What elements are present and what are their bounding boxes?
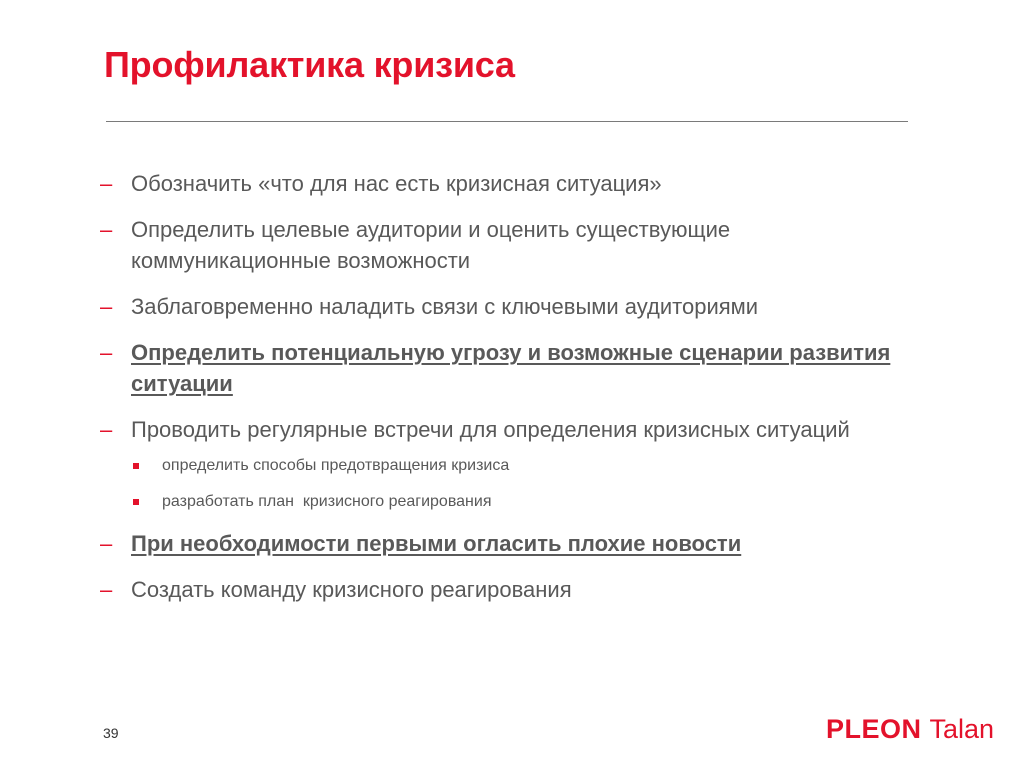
logo-secondary-text: Talan bbox=[929, 714, 995, 744]
logo-primary-text: PLEON bbox=[826, 714, 922, 744]
square-bullet-icon bbox=[133, 499, 139, 505]
bullet-text: Определить потенциальную угрозу и возможные сценарии развития ситуации bbox=[131, 340, 891, 396]
sub-bullet-item bbox=[131, 455, 920, 477]
bullet-text: При необходимости первыми огласить плохие новости bbox=[131, 531, 742, 556]
dash-bullet-icon: – bbox=[100, 417, 113, 442]
sub-bullet-text: определить способы предотвращения кризиса bbox=[162, 457, 510, 474]
bullet-text: Обозначить «что для нас есть кризисная ситуация» bbox=[131, 171, 662, 196]
dash-bullet-icon: – bbox=[100, 294, 113, 319]
bullet-text: Определить целевые аудитории и оценить существующие коммуникационные возможности bbox=[131, 217, 731, 273]
dash-bullet-icon: – bbox=[100, 531, 113, 556]
bullet-item bbox=[100, 574, 920, 605]
bullet-item-emphasized bbox=[100, 528, 920, 559]
dash-bullet-icon: – bbox=[100, 171, 113, 196]
page-number: 39 bbox=[103, 725, 119, 741]
bullet-text: Создать команду кризисного реагирования bbox=[131, 577, 572, 602]
slide-title: Профилактика кризиса bbox=[104, 44, 515, 85]
title-divider bbox=[106, 121, 908, 122]
bullet-text: Проводить регулярные встречи для определения кризисных ситуаций bbox=[131, 417, 850, 442]
bullet-item bbox=[100, 168, 920, 199]
company-logo bbox=[826, 712, 994, 746]
bullet-list bbox=[100, 168, 920, 620]
sub-bullet-list bbox=[131, 455, 920, 513]
dash-bullet-icon: – bbox=[100, 340, 113, 365]
bullet-item-emphasized bbox=[100, 337, 920, 399]
bullet-text: Заблаговременно наладить связи с ключевыми аудиториями bbox=[131, 294, 759, 319]
bullet-item bbox=[100, 214, 920, 276]
sub-bullet-text: разработать план кризисного реагирования bbox=[162, 493, 492, 510]
bullet-item bbox=[100, 291, 920, 322]
bullet-item bbox=[100, 414, 920, 513]
dash-bullet-icon: – bbox=[100, 577, 113, 602]
square-bullet-icon bbox=[133, 463, 139, 469]
dash-bullet-icon: – bbox=[100, 217, 113, 242]
sub-bullet-item bbox=[131, 491, 920, 513]
